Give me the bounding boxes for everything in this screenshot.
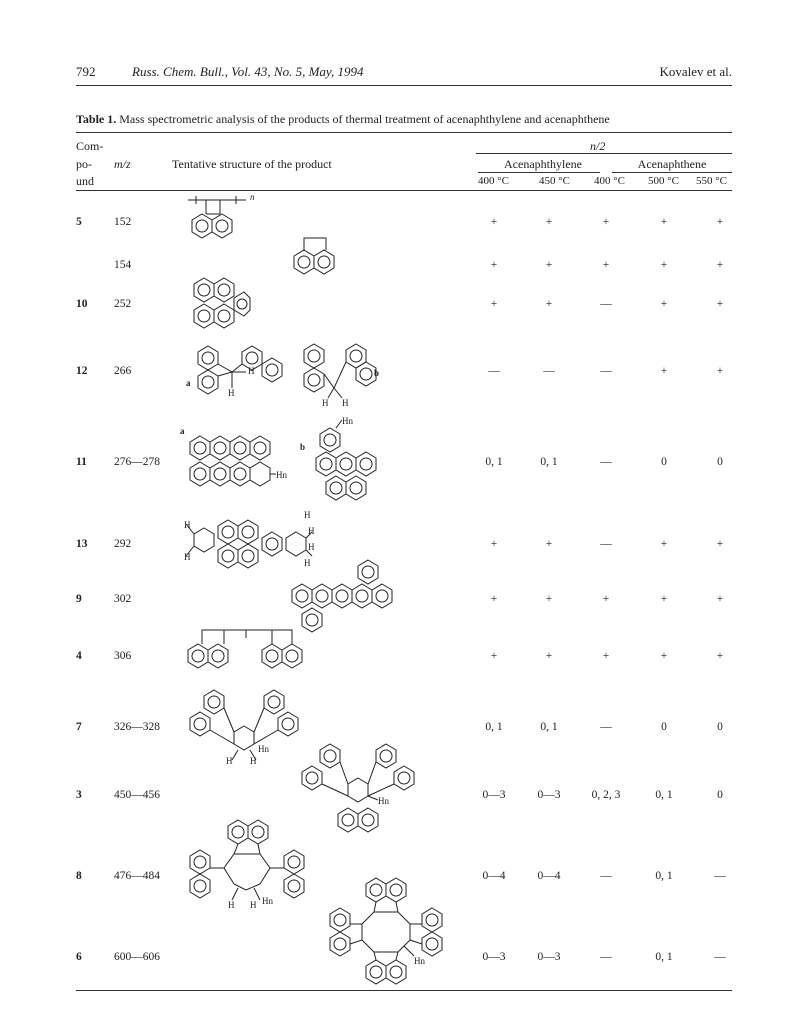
header-compound-1: Com- xyxy=(76,139,104,153)
row-value: + xyxy=(716,650,724,662)
row-compound: 6 xyxy=(76,951,82,963)
row-value: + xyxy=(490,593,498,605)
row-value: — xyxy=(600,538,612,550)
hydrogen-label: H xyxy=(228,900,235,910)
row-value: + xyxy=(716,593,724,605)
hydrogen-label: Hn xyxy=(276,470,287,480)
hydrogen-label: H xyxy=(308,526,315,536)
row-value: + xyxy=(490,216,498,228)
isomer-label-a: a xyxy=(186,378,191,388)
acenaphthylene-rule xyxy=(478,172,600,173)
row-value: + xyxy=(490,538,498,550)
hydrogen-label: Hn xyxy=(342,416,353,426)
row-value: 0 xyxy=(661,456,667,468)
table-header-rule xyxy=(76,190,732,191)
row-value: — xyxy=(600,298,612,310)
table-caption-label: Table 1. xyxy=(76,112,117,126)
row-value: 0, 1 xyxy=(540,456,558,468)
row-value: 0, 1 xyxy=(485,721,503,733)
row-value: — xyxy=(714,870,726,882)
row-value: — xyxy=(600,951,612,963)
row-value: 0—3 xyxy=(537,789,561,801)
row-value: + xyxy=(716,259,724,271)
header-acenaphthylene: Acenaphthylene xyxy=(504,157,582,171)
row-mz: 326—328 xyxy=(114,721,160,733)
hydrogen-label: H xyxy=(226,756,233,766)
row-value: 0—3 xyxy=(482,789,506,801)
row-mz: 252 xyxy=(114,298,132,310)
row-value: + xyxy=(716,216,724,228)
row-value: 0 xyxy=(717,789,723,801)
row-value: — xyxy=(543,365,555,377)
row-value: + xyxy=(602,593,610,605)
hydrogen-label: Hn xyxy=(414,956,425,966)
row-compound: 7 xyxy=(76,721,82,733)
row-value: 0 xyxy=(717,456,723,468)
header-n2: n/2 xyxy=(590,139,606,153)
row-value: + xyxy=(602,216,610,228)
row-compound: 11 xyxy=(76,456,87,468)
row-value: 0, 1 xyxy=(485,456,503,468)
row-value: + xyxy=(545,259,553,271)
row-mz: 476—484 xyxy=(114,870,160,882)
row-value: + xyxy=(545,650,553,662)
author-line: Kovalev et al. xyxy=(659,64,732,79)
row-compound: 12 xyxy=(76,365,88,377)
row-mz: 152 xyxy=(114,216,132,228)
row-value: — xyxy=(488,365,500,377)
hydrogen-label: Hn xyxy=(378,796,389,806)
structure-acenaphthene xyxy=(286,234,346,282)
hydrogen-label: H xyxy=(248,366,255,376)
hydrogen-label: H xyxy=(184,520,191,530)
row-value: — xyxy=(600,456,612,468)
row-compound: 5 xyxy=(76,216,82,228)
row-value: 0—3 xyxy=(537,951,561,963)
header-rule xyxy=(76,85,732,86)
row-value: + xyxy=(660,593,668,605)
structure-476 xyxy=(184,818,314,918)
row-compound: 4 xyxy=(76,650,82,662)
isomer-label-b: b xyxy=(374,368,380,378)
hydrogen-label: H xyxy=(228,388,235,398)
row-value: 0—4 xyxy=(482,870,506,882)
row-value: — xyxy=(600,365,612,377)
row-compound: 10 xyxy=(76,298,88,310)
running-header xyxy=(76,64,732,84)
row-mz: 600—606 xyxy=(114,951,160,963)
header-temp-2: 450 °C xyxy=(539,175,570,187)
row-value: + xyxy=(602,259,610,271)
structure-450 xyxy=(296,742,420,836)
hydrogen-label: H xyxy=(184,552,191,562)
row-value: + xyxy=(490,650,498,662)
structure-276-b xyxy=(302,418,386,502)
row-value: — xyxy=(600,870,612,882)
hydrogen-label: Hn xyxy=(262,896,273,906)
row-value: + xyxy=(660,365,668,377)
structure-276-a xyxy=(180,426,288,490)
page-number: 792 xyxy=(76,64,96,79)
row-mz: 276—278 xyxy=(114,456,160,468)
n2-rule xyxy=(476,153,732,154)
hydrogen-label: H xyxy=(322,398,329,408)
row-mz: 292 xyxy=(114,538,132,550)
row-compound: 8 xyxy=(76,870,82,882)
isomer-label-b: b xyxy=(300,442,306,452)
table-caption-text: Mass spectrometric analysis of the products of thermal treatment of acenaphthylene and acenaphthene xyxy=(119,112,610,126)
row-value: + xyxy=(490,259,498,271)
repeat-index: n xyxy=(250,192,255,202)
hydrogen-label: H xyxy=(304,558,311,568)
row-value: 0, 2, 3 xyxy=(591,789,621,801)
header-temp-4: 500 °C xyxy=(648,175,679,187)
structure-266-b xyxy=(298,342,382,408)
header-mz: m/z xyxy=(114,157,131,171)
header-acenaphthene: Acenaphthene xyxy=(637,157,707,171)
row-value: — xyxy=(600,721,612,733)
row-value: + xyxy=(716,538,724,550)
row-mz: 266 xyxy=(114,365,132,377)
row-value: 0, 1 xyxy=(655,870,673,882)
row-value: 0, 1 xyxy=(655,951,673,963)
row-value: — xyxy=(714,951,726,963)
header-temp-1: 400 °C xyxy=(478,175,509,187)
row-value: + xyxy=(716,298,724,310)
row-value: + xyxy=(716,365,724,377)
row-mz: 450—456 xyxy=(114,789,160,801)
row-compound: 13 xyxy=(76,538,88,550)
hydrogen-label: H xyxy=(304,510,311,520)
hydrogen-label: H xyxy=(250,900,257,910)
row-value: 0—3 xyxy=(482,951,506,963)
structure-306 xyxy=(184,626,324,680)
row-value: + xyxy=(660,538,668,550)
structure-326 xyxy=(184,686,314,770)
journal-citation: Russ. Chem. Bull., Vol. 43, No. 5, May, 1994 xyxy=(132,64,364,79)
row-value: + xyxy=(545,593,553,605)
row-value: + xyxy=(660,259,668,271)
row-value: + xyxy=(660,298,668,310)
row-value: 0, 1 xyxy=(540,721,558,733)
table-top-rule xyxy=(76,132,732,133)
header-temp-3: 400 °C xyxy=(594,175,625,187)
row-value: + xyxy=(545,216,553,228)
isomer-label-a: a xyxy=(180,426,185,436)
row-value: 0 xyxy=(661,721,667,733)
row-mz: 154 xyxy=(114,259,132,271)
hydrogen-label: H xyxy=(250,756,257,766)
row-value: 0—4 xyxy=(537,870,561,882)
row-value: 0, 1 xyxy=(655,789,673,801)
row-value: 0 xyxy=(717,721,723,733)
row-value: + xyxy=(490,298,498,310)
table-bottom-rule xyxy=(76,990,732,991)
row-value: + xyxy=(660,216,668,228)
header-temp-5: 550 °C xyxy=(696,175,727,187)
header-structure: Tentative structure of the product xyxy=(172,157,332,171)
row-mz: 306 xyxy=(114,650,132,662)
row-compound: 3 xyxy=(76,789,82,801)
row-value: + xyxy=(602,650,610,662)
row-value: + xyxy=(545,538,553,550)
structure-266-a xyxy=(186,344,290,402)
row-mz: 302 xyxy=(114,593,132,605)
header-compound-3: und xyxy=(76,174,94,188)
hydrogen-label: Hn xyxy=(258,744,269,754)
acenaphthene-rule xyxy=(612,172,732,173)
structure-perylene xyxy=(188,276,254,332)
row-value: + xyxy=(545,298,553,310)
hydrogen-label: H xyxy=(342,398,349,408)
structure-polyacenaphthylene xyxy=(184,194,254,250)
hydrogen-label: H xyxy=(308,542,315,552)
structure-600 xyxy=(326,876,446,988)
row-value: + xyxy=(660,650,668,662)
header-compound-2: po- xyxy=(76,157,92,171)
row-compound: 9 xyxy=(76,593,82,605)
table-caption xyxy=(76,112,610,127)
